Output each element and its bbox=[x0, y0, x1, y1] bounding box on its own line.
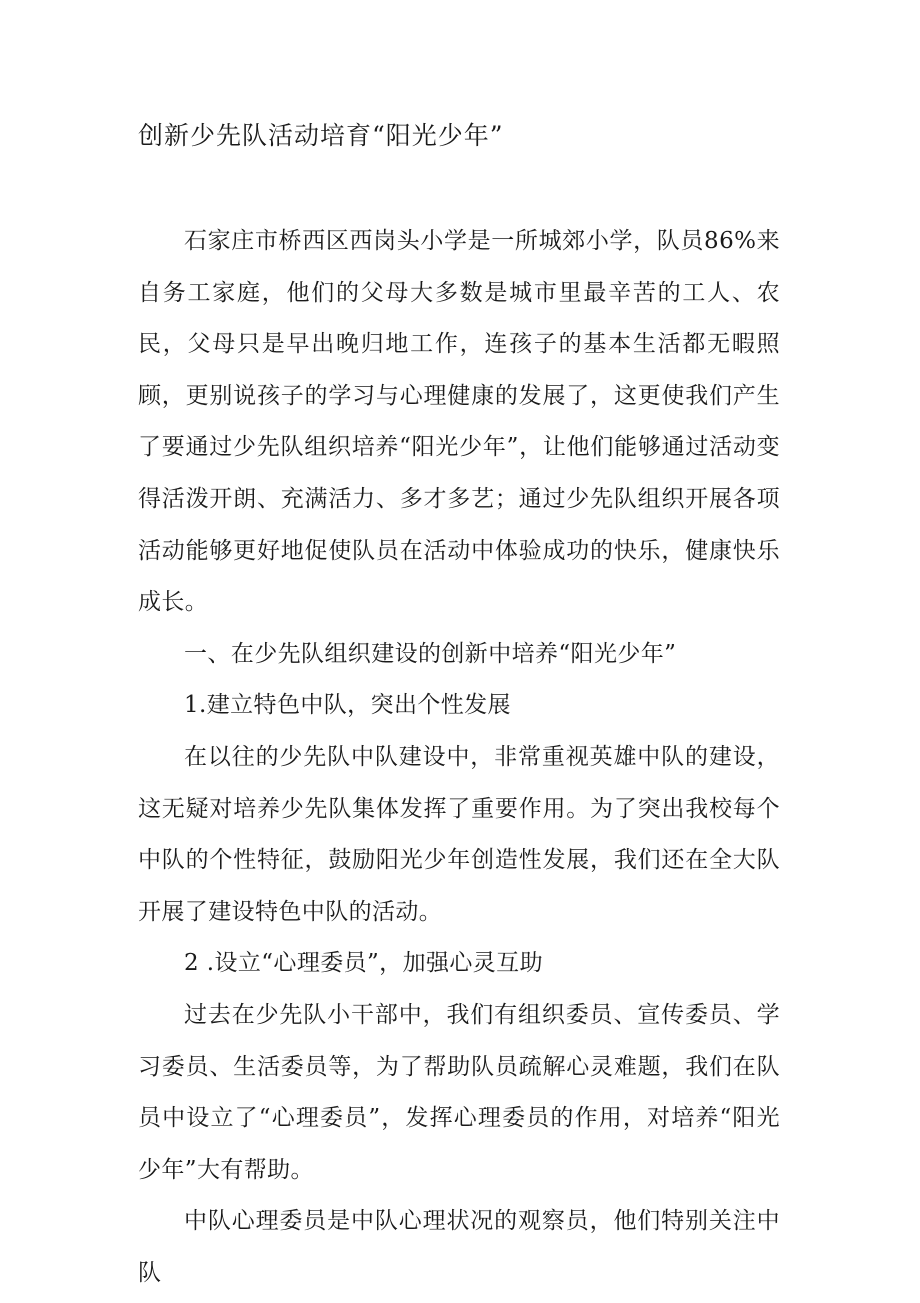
section-heading-1: 一、在少先队组织建设的创新中培养“阳光少年” bbox=[184, 640, 677, 667]
subsection-heading-2: 2 .设立“心理委员”，加强心灵互助 bbox=[184, 950, 543, 977]
paragraph-special-squadron: 在以往的少先队中队建设中，非常重视英雄中队的建设，这无疑对培养少先队集体发挥了重要作用。为了突出我校每个中队的个性特征，鼓励阳光少年创造性发展，我们还在全大队开展了建设特色中队的活动。 bbox=[138, 743, 780, 925]
document-body bbox=[138, 216, 780, 1299]
paragraph-intro: 石家庄市桥西区西岗头小学是一所城郊小学，队员86%来自务工家庭，他们的父母大多数是城市里最辛苦的工人、农民，父母只是早出晚归地工作，连孩子的基本生活都无暇照顾，更别说孩子的学习与心理健康的发展了，这更使我们产生了要通过少先队组织培养“阳光少年”，让他们能够通过活动变得活泼开朗、充满活力、多才多艺；通过少先队组织开展各项活动能够更好地促使队员在活动中体验成功的快乐，健康快乐成长。 bbox=[138, 228, 780, 616]
paragraph-psych-committee: 过去在少先队小干部中，我们有组织委员、宣传委员、学习委员、生活委员等，为了帮助队员疏解心灵难题，我们在队员中设立了“心理委员”，发挥心理委员的作用，对培养“阳光少年”大有帮助。 bbox=[138, 1001, 780, 1183]
document-title: 创新少先队活动培育“阳光少年” bbox=[138, 121, 504, 150]
paragraph-psych-observer: 中队心理委员是中队心理状况的观察员，他们特别关注中队 bbox=[138, 1208, 780, 1286]
subsection-heading-1: 1.建立特色中队，突出个性发展 bbox=[184, 692, 511, 719]
